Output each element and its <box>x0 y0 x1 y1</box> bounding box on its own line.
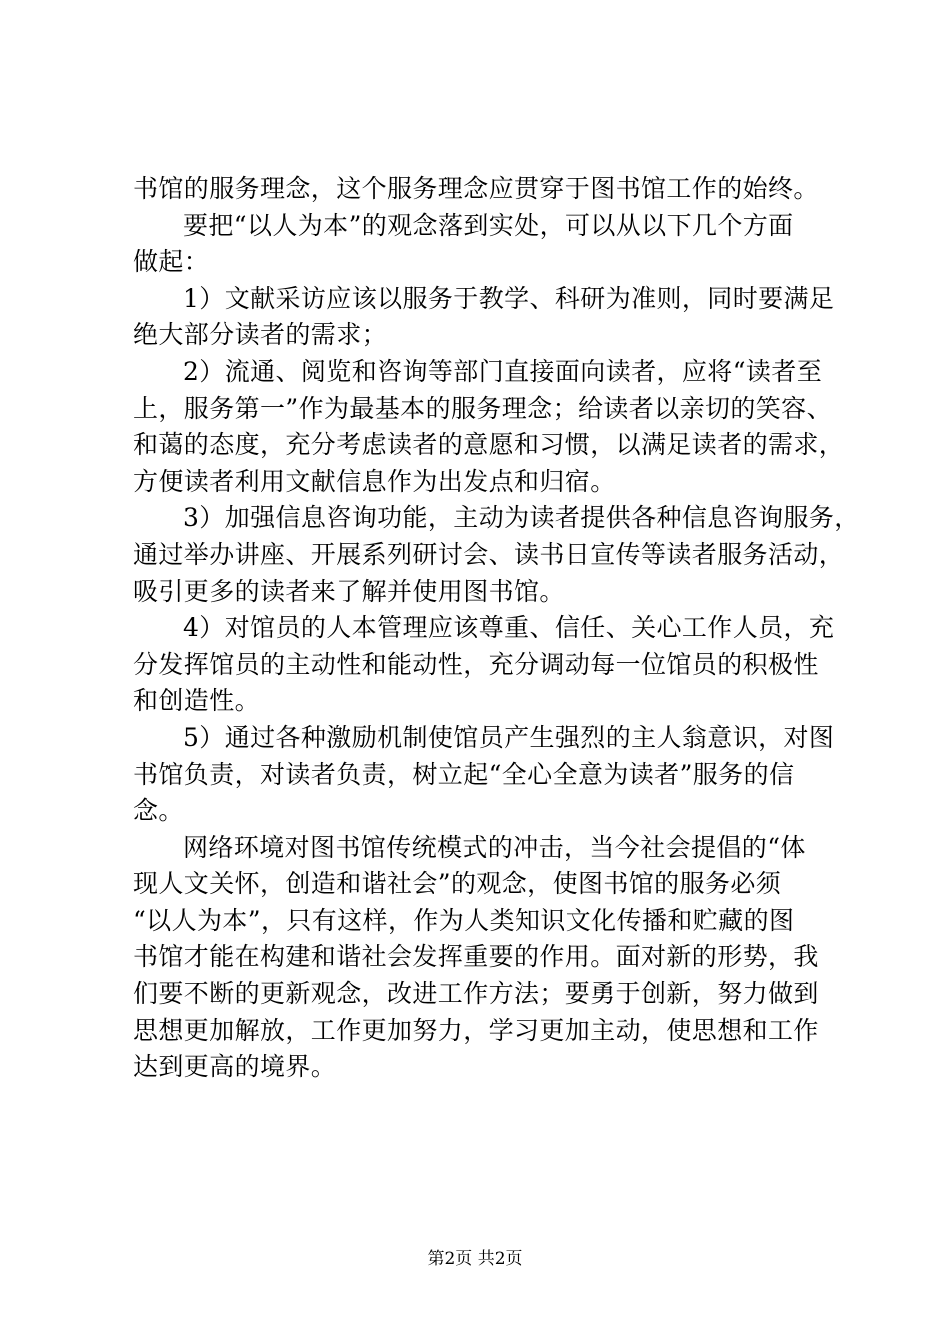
text-line: 绝大部分读者的需求； <box>133 320 388 350</box>
text-line: 5）通过各种激励机制使馆员产生强烈的主人翁意识，对图 <box>183 722 835 752</box>
text-line: 分发挥馆员的主动性和能动性，充分调动每一位馆员的积极性 <box>133 649 819 679</box>
text-line: 书馆才能在构建和谐社会发挥重要的作用。面对新的形势，我 <box>133 942 819 972</box>
text-line: 书馆的服务理念，这个服务理念应贯穿于图书馆工作的始终。 <box>133 174 819 203</box>
text-line: “以人为本”，只有这样，作为人类知识文化传播和贮藏的图 <box>133 905 795 935</box>
text-line: 要把“以人为本”的观念落到实处，可以从以下几个方面 <box>183 210 794 240</box>
text-line: 思想更加解放，工作更加努力，学习更加主动，使思想和工作 <box>133 1015 819 1045</box>
document-body <box>133 171 860 1086</box>
text-line: 3）加强信息咨询功能，主动为读者提供各种信息咨询服务， <box>183 503 860 533</box>
text-line: 和创造性。 <box>133 686 261 716</box>
text-line: 上，服务第一”作为最基本的服务理念；给读者以亲切的笑容、 <box>133 393 832 423</box>
text-line: 吸引更多的读者来了解并使用图书馆。 <box>133 576 565 606</box>
text-line: 和蔼的态度，充分考虑读者的意愿和习惯，以满足读者的需求， <box>133 430 845 460</box>
text-line: 念。 <box>133 796 184 826</box>
text-line: 4）对馆员的人本管理应该尊重、信任、关心工作人员，充 <box>183 613 835 643</box>
text-line: 现人文关怀，创造和谐社会”的观念，使图书馆的服务必须 <box>133 869 782 899</box>
text-line: 做起： <box>133 247 210 277</box>
text-line: 通过举办讲座、开展系列研讨会、读书日宣传等读者服务活动， <box>133 539 845 569</box>
text-line: 网络环境对图书馆传统模式的冲击，当今社会提倡的“体 <box>183 832 806 862</box>
text-line: 书馆负责，对读者负责，树立起“全心全意为读者”服务的信 <box>133 759 795 789</box>
text-line: 方便读者利用文献信息作为出发点和归宿。 <box>133 466 616 496</box>
page-number-footer: 第2页 共2页 <box>427 1249 523 1269</box>
text-line: 1）文献采访应该以服务于教学、科研为准则，同时要满足 <box>183 283 835 313</box>
text-line: 达到更高的境界。 <box>133 1052 337 1082</box>
text-line: 2）流通、阅览和咨询等部门直接面向读者，应将“读者至 <box>183 356 823 386</box>
text-line: 们要不断的更新观念，改进工作方法；要勇于创新，努力做到 <box>133 979 819 1009</box>
